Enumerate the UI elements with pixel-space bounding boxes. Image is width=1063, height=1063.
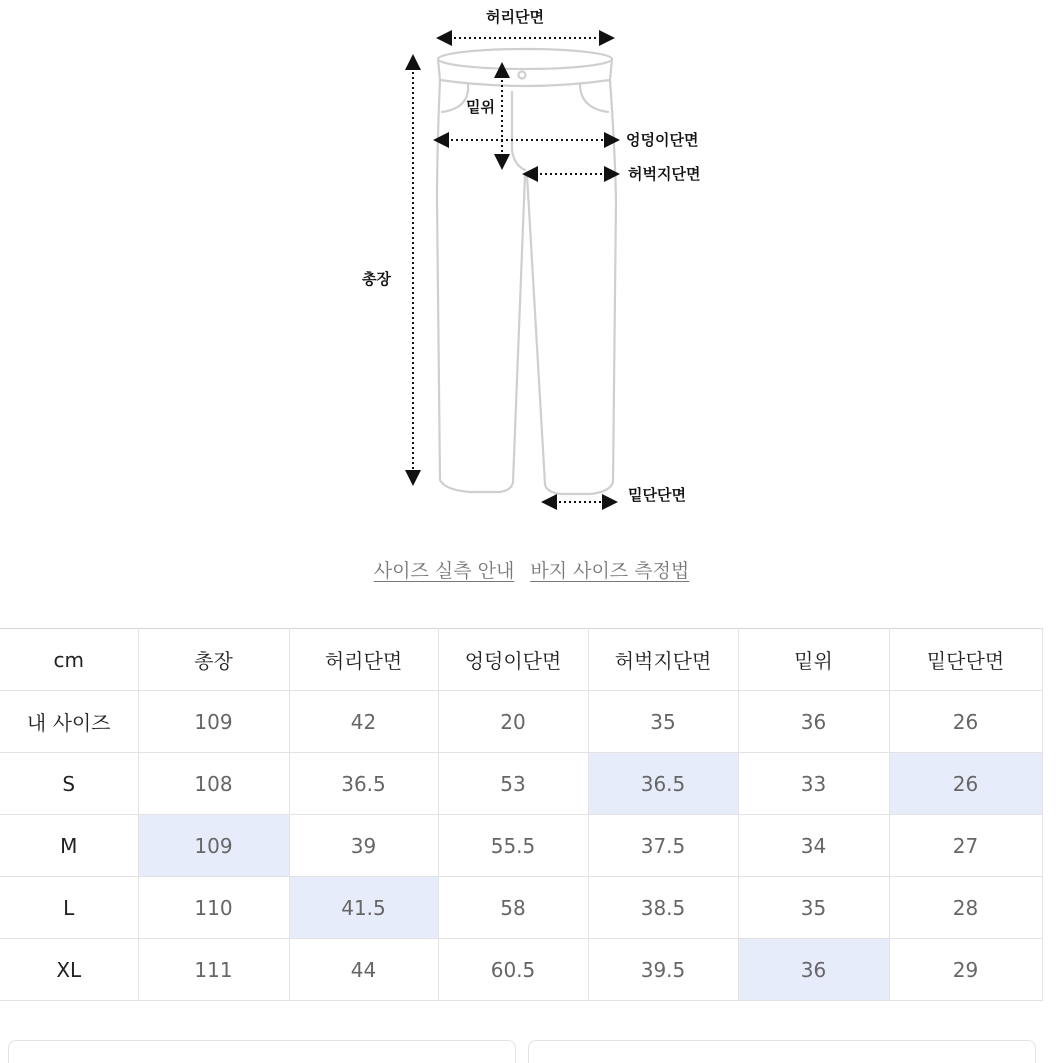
size-guide-link[interactable]: 사이즈 실측 안내 xyxy=(373,560,515,582)
pants-outline xyxy=(437,49,616,494)
table-cell: 110 xyxy=(138,877,289,939)
table-row xyxy=(0,691,1042,753)
table-cell: 39 xyxy=(289,815,438,877)
table-cell: 109 xyxy=(138,815,289,877)
waist-label: 허리단면 xyxy=(486,8,544,26)
pants-measurement-diagram xyxy=(0,0,1063,530)
header-cell: cm xyxy=(0,629,138,691)
table-cell: 41.5 xyxy=(289,877,438,939)
table-cell: 53 xyxy=(438,753,588,815)
table-cell: 58 xyxy=(438,877,588,939)
header-cell: 허리단면 xyxy=(289,629,438,691)
table-cell: 36 xyxy=(738,939,889,1001)
table-cell: 36.5 xyxy=(588,753,738,815)
table-cell: 27 xyxy=(889,815,1042,877)
pants-illustration xyxy=(0,0,1063,530)
table-header-row xyxy=(0,629,1042,691)
table-cell: 26 xyxy=(889,753,1042,815)
table-cell: 26 xyxy=(889,691,1042,753)
table-row xyxy=(0,939,1042,1001)
header-cell: 총장 xyxy=(138,629,289,691)
header-cell: 밑위 xyxy=(738,629,889,691)
table-cell: 35 xyxy=(588,691,738,753)
table-cell: 28 xyxy=(889,877,1042,939)
table-cell: 36.5 xyxy=(289,753,438,815)
bottom-left-button[interactable] xyxy=(8,1040,516,1063)
table-cell: 20 xyxy=(438,691,588,753)
table-cell: 108 xyxy=(138,753,289,815)
table-cell: 37.5 xyxy=(588,815,738,877)
table-cell: 34 xyxy=(738,815,889,877)
thigh-label: 허벅지단면 xyxy=(628,165,701,183)
size-table xyxy=(0,628,1043,1001)
bottom-right-button[interactable] xyxy=(528,1040,1036,1063)
row-label: S xyxy=(0,753,138,815)
row-label: XL xyxy=(0,939,138,1001)
rise-label: 밑위 xyxy=(466,98,495,116)
table-cell: 29 xyxy=(889,939,1042,1001)
length-label: 총장 xyxy=(362,270,391,288)
header-cell: 밑단단면 xyxy=(889,629,1042,691)
table-cell: 44 xyxy=(289,939,438,1001)
table-cell: 38.5 xyxy=(588,877,738,939)
table-cell: 109 xyxy=(138,691,289,753)
hem-label: 밑단단면 xyxy=(628,486,686,504)
guide-links xyxy=(0,556,1063,583)
hip-label: 엉덩이단면 xyxy=(626,131,699,149)
row-label: M xyxy=(0,815,138,877)
table-cell: 55.5 xyxy=(438,815,588,877)
table-cell: 42 xyxy=(289,691,438,753)
table-cell: 33 xyxy=(738,753,889,815)
table-row xyxy=(0,753,1042,815)
table-cell: 39.5 xyxy=(588,939,738,1001)
row-label: L xyxy=(0,877,138,939)
table-cell: 60.5 xyxy=(438,939,588,1001)
measure-guide-link[interactable]: 바지 사이즈 측정법 xyxy=(530,560,690,582)
table-cell: 111 xyxy=(138,939,289,1001)
table-row xyxy=(0,877,1042,939)
table-cell: 36 xyxy=(738,691,889,753)
header-cell: 허벅지단면 xyxy=(588,629,738,691)
table-row xyxy=(0,815,1042,877)
row-label: 내 사이즈 xyxy=(0,691,138,753)
table-cell: 35 xyxy=(738,877,889,939)
header-cell: 엉덩이단면 xyxy=(438,629,588,691)
